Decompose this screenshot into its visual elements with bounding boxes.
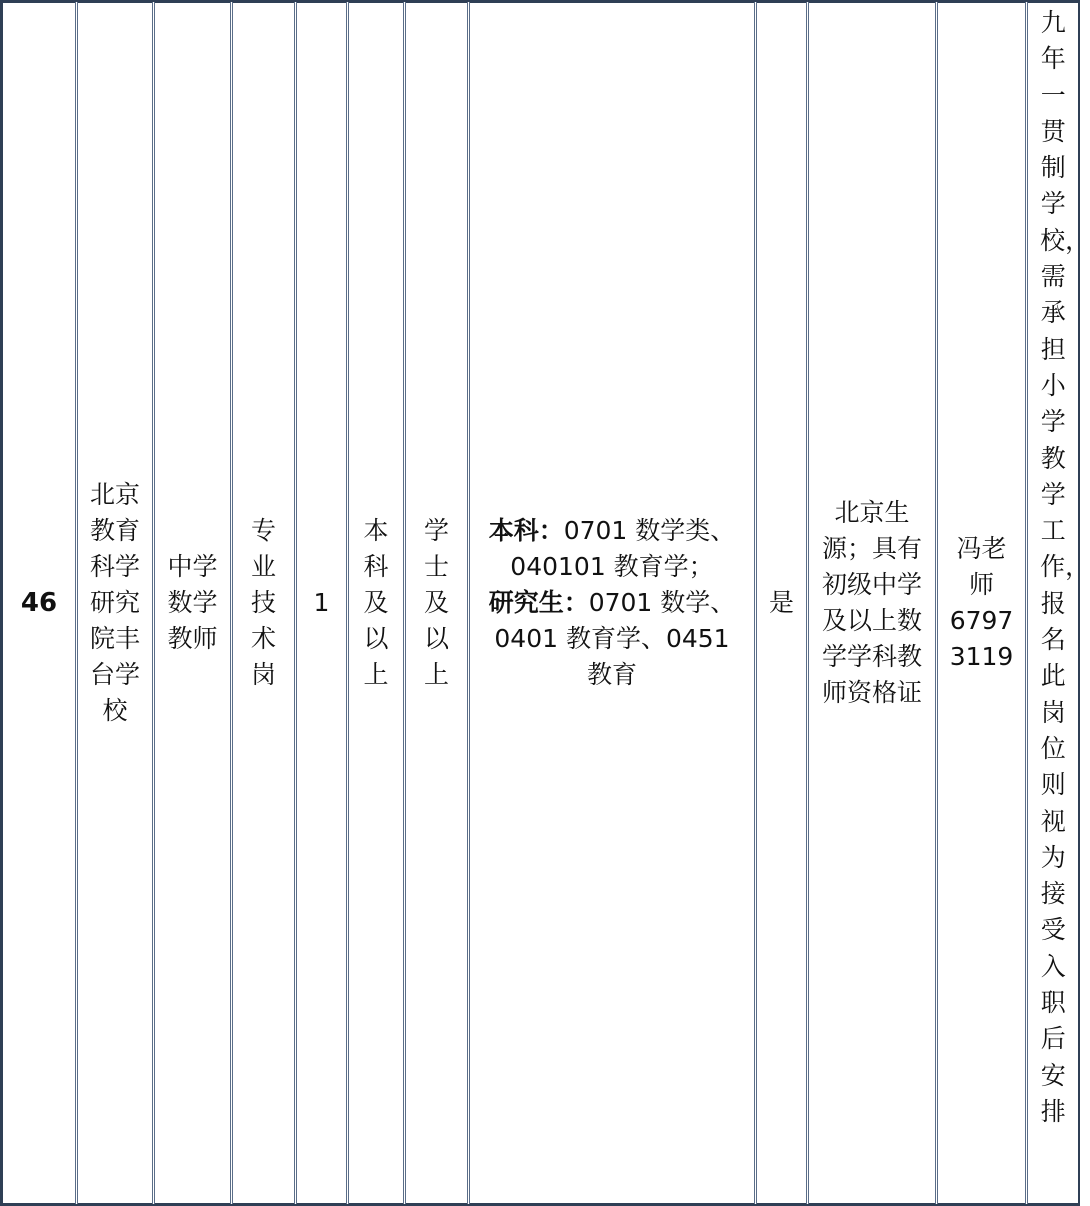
education-requirement: 本科及以上 <box>363 516 389 689</box>
post-type-cell <box>232 3 296 1204</box>
undergrad-value: 0701 数学类、040101 教育学； <box>510 516 736 581</box>
contact-cell <box>937 3 1027 1204</box>
post-type: 专业技术岗 <box>250 516 276 689</box>
grad-label: 研究生： <box>488 588 589 617</box>
undergrad-label: 本科： <box>488 516 564 545</box>
undergrad-major <box>480 513 744 585</box>
unit-name: 北京教育科学研究院丰台学校 <box>89 480 140 725</box>
major-cell <box>469 3 756 1204</box>
remark-cell <box>1027 3 1090 1204</box>
requirement-cell <box>808 3 937 1204</box>
recruitment-table <box>2 2 1090 1204</box>
count-cell <box>296 3 348 1204</box>
education-cell <box>348 3 405 1204</box>
degree-cell <box>405 3 469 1204</box>
grad-value: 0701 数学、0401 教育学、0451 教育 <box>494 588 736 689</box>
other-requirement: 北京生源；具有初级中学及以上数学学科教师资格证 <box>821 498 922 707</box>
degree-requirement: 学士及以上 <box>423 516 449 689</box>
row-number: 46 <box>20 588 58 618</box>
position-cell <box>154 3 232 1204</box>
hire-count: 1 <box>313 588 330 617</box>
flag-value: 是 <box>768 588 794 617</box>
position-name: 中学数学教师 <box>167 552 218 653</box>
flag-cell <box>756 3 808 1204</box>
unit-cell <box>77 3 154 1204</box>
row-number-cell <box>3 3 77 1204</box>
grad-major <box>480 585 744 693</box>
contact-phone: 6797 3119 <box>949 606 1014 671</box>
remark-text: 九年一贯制学校，需承担小学教学工作，报名此岗位则视为接受入职后安排 <box>1040 8 1090 1126</box>
table-row <box>3 3 1079 1204</box>
contact-name: 冯老师 <box>956 534 1007 599</box>
